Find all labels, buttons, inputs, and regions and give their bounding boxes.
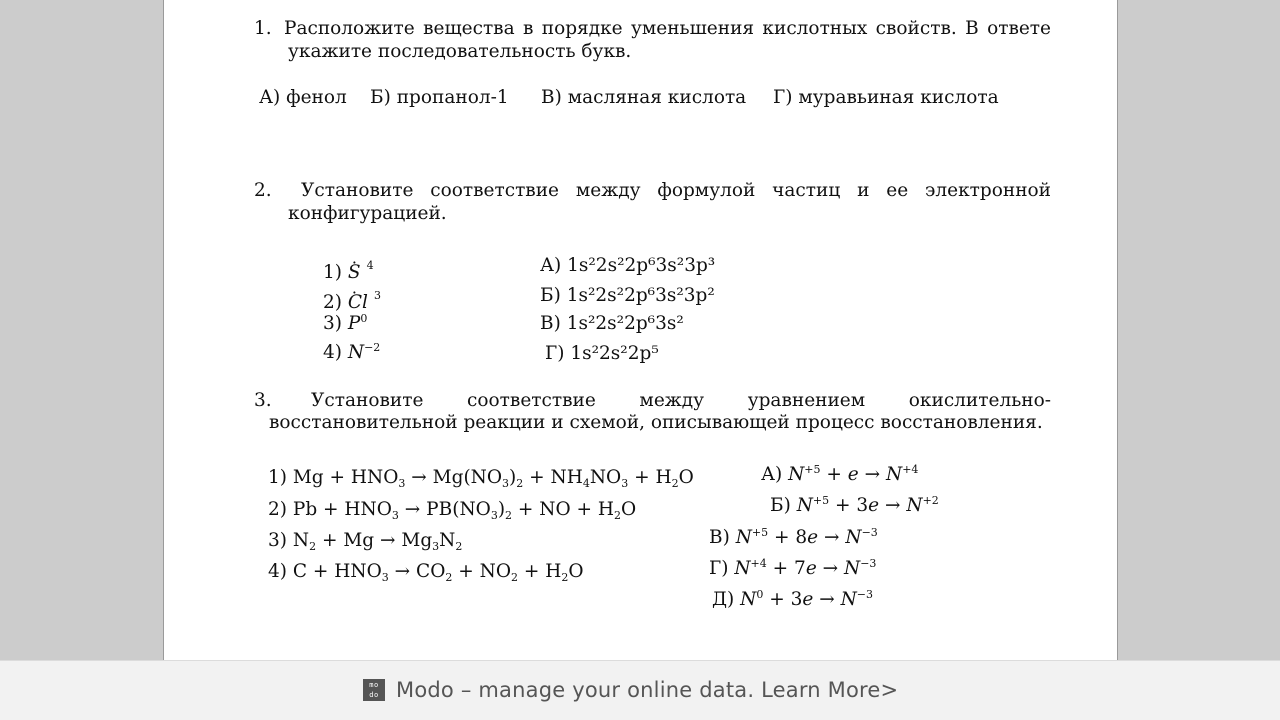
task3-question-line1: Установите соответствие между уравнением окислительно-	[311, 390, 1051, 411]
equation-item: 2) $Pb + HNO_3 \to PB(NO_3)_2$ + NO + $H_2O$	[268, 499, 637, 522]
task2-question-line1: Установите соответствие между формулой частиц и ее электронной	[301, 180, 1051, 201]
particle-num: 3)	[323, 313, 342, 334]
banner-learn-more-link[interactable]: Modo – manage your online data. Learn More>	[396, 678, 899, 702]
particle-symbol: S ·	[348, 262, 361, 283]
scheme-item: Д) $N^0 + 3e \to N^{-3}$	[712, 588, 873, 610]
particle-charge: 4	[366, 259, 374, 272]
task3-number: 3.	[254, 390, 272, 411]
config-letter: А)	[540, 255, 562, 276]
particle-symbol: P	[347, 313, 361, 334]
task1-option-c: В) масляная кислота	[541, 87, 747, 108]
config-letter: В)	[540, 313, 561, 334]
config-item	[540, 284, 715, 307]
scheme-item: Г) $N^{+4} + 7e \to N^{-3}$	[709, 557, 877, 579]
particle-charge: 0	[360, 312, 368, 325]
config-item	[540, 312, 684, 335]
config-value: 1s²2s²2p⁶3s²	[566, 313, 684, 334]
task1-question-line1: Расположите вещества в порядке уменьшения кислотных свойств. В ответе	[284, 18, 1051, 39]
particle-num: 2)	[323, 292, 342, 313]
particle-symbol: Cl ·	[348, 292, 368, 313]
task2-number: 2.	[254, 180, 272, 201]
config-letter: Б)	[540, 285, 561, 306]
config-value: 1s²2s²2p⁶3s²3p²	[566, 285, 715, 306]
task1-option-b: Б) пропанол-1	[370, 87, 509, 108]
config-value: 1s²2s²2p⁶3s²3p³	[567, 255, 716, 276]
particle-item	[323, 284, 381, 314]
banner-content[interactable]	[363, 678, 898, 702]
scheme-item: В) $N^{+5} + 8e \to N^{-3}$	[709, 526, 878, 548]
task1-option-a: А) фенол	[259, 87, 347, 108]
particle-item	[323, 341, 380, 364]
particle-num: 4)	[323, 342, 342, 363]
document-page	[163, 0, 1118, 660]
particle-symbol: N	[347, 342, 365, 363]
equation-item: 4) $C + HNO_3 \to CO_2 + NO_2 + H_2O$	[268, 561, 584, 584]
particle-charge: 3	[373, 289, 381, 302]
scheme-item: Б) $N^{+5} + 3e \to N^{+2}$	[770, 494, 939, 516]
modo-ad-banner[interactable]	[0, 660, 1280, 720]
config-value: 1s²2s²2p⁵	[570, 343, 659, 364]
config-letter: Г)	[545, 343, 565, 364]
particle-charge: −2	[364, 341, 381, 354]
config-item	[540, 254, 715, 277]
modo-logo-icon: mo do	[363, 679, 385, 701]
equation-item: 1) $Mg + HNO_3 \to Mg(NO_3)_2 + NH_4NO_3 + H_2O$	[268, 467, 694, 490]
config-item	[545, 342, 659, 365]
task2-question-line2: конфигурацией.	[288, 203, 447, 224]
particle-item	[323, 254, 374, 284]
particle-item	[323, 312, 367, 335]
particle-num: 1)	[323, 262, 342, 283]
task1-option-d: Г) муравьиная кислота	[773, 87, 999, 108]
task1-question-line2: укажите последовательность букв.	[288, 41, 632, 62]
task3-question-line2: восстановительной реакции и схемой, описывающей процесс восстановления.	[269, 412, 1043, 433]
scheme-item: А) $N^{+5} + e \to N^{+4}$	[761, 463, 919, 485]
task1-number: 1.	[254, 18, 272, 39]
equation-item: 3) $N_2 + Mg \to Mg_3N_2$	[268, 530, 463, 553]
